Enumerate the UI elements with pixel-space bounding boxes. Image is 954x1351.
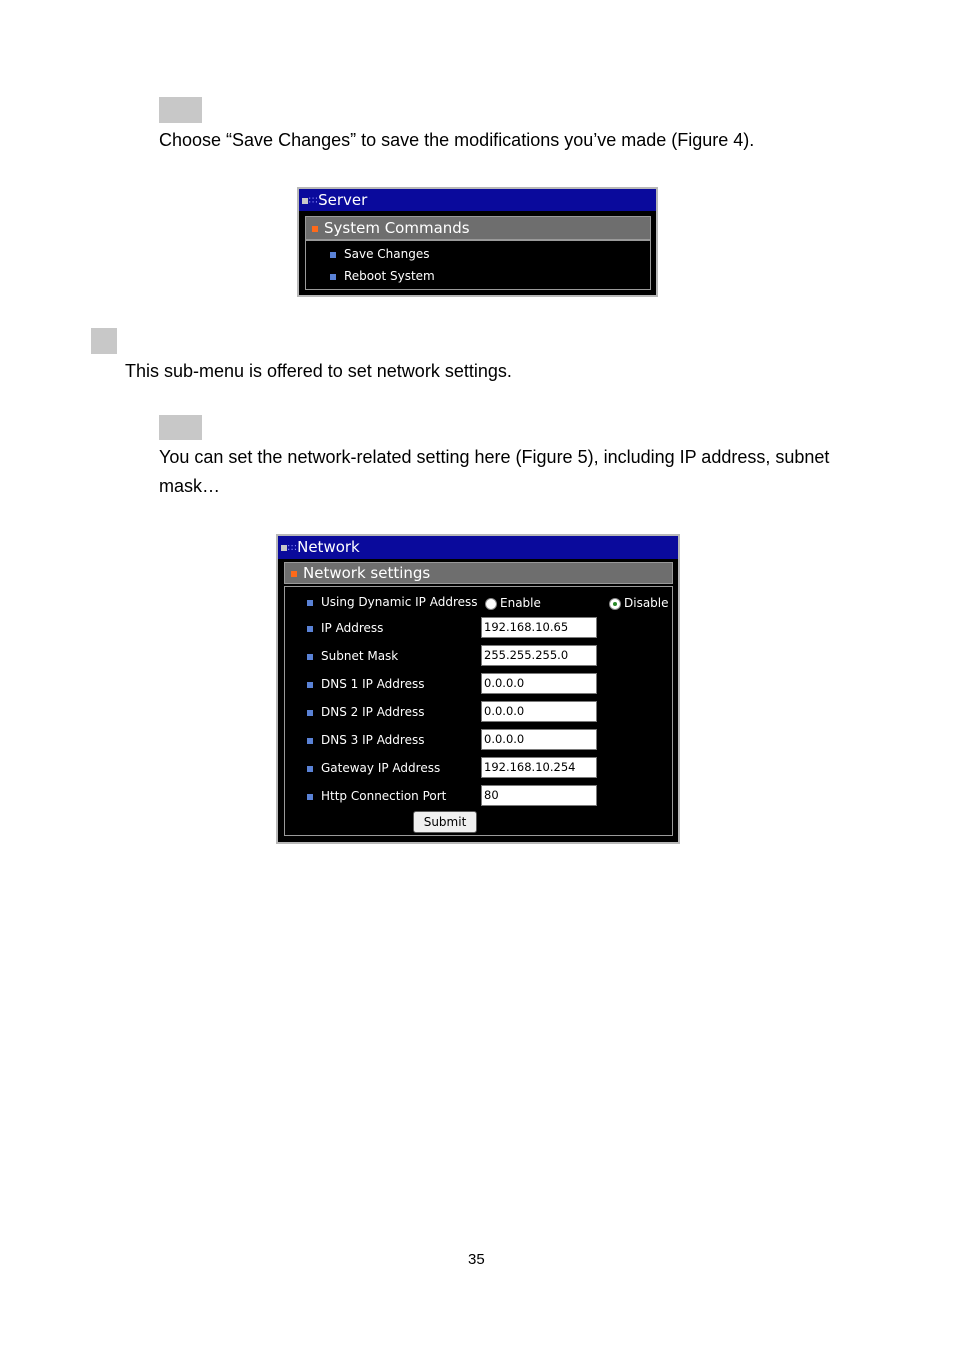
radio-checked-icon[interactable] — [609, 598, 621, 610]
bullet-icon — [307, 626, 313, 632]
network-figure — [276, 534, 680, 844]
disable-label: Disable — [624, 596, 669, 610]
row-label: Using Dynamic IP Address — [321, 595, 478, 609]
bullet-icon — [330, 252, 336, 258]
server-menu-box — [305, 240, 651, 290]
paragraph-network-settings: You can set the network-related setting here (Figure 5), including IP address, subnet mask… — [159, 447, 830, 496]
radio-unchecked-icon[interactable] — [485, 598, 497, 610]
subheader-label: Network settings — [303, 564, 431, 582]
ip-address-input[interactable]: 192.168.10.65 — [481, 617, 597, 638]
bullet-icon — [307, 710, 313, 716]
bullet-icon — [307, 766, 313, 772]
save-changes-link[interactable] — [330, 247, 429, 261]
system-commands-header — [305, 216, 651, 240]
server-title: Server — [318, 191, 368, 209]
bullet-icon — [307, 738, 313, 744]
menu-item-label: Save Changes — [344, 247, 430, 261]
reboot-system-link[interactable] — [330, 269, 435, 283]
dns1-input[interactable]: 0.0.0.0 — [481, 673, 597, 694]
bullet-icon — [307, 682, 313, 688]
heading-placeholder — [159, 97, 202, 123]
dots-icon: ::: — [287, 542, 298, 553]
submit-button[interactable]: Submit — [413, 811, 477, 833]
server-figure — [297, 187, 658, 297]
paragraph-network-intro: This sub-menu is offered to set network settings. — [125, 361, 512, 381]
gateway-input[interactable]: 192.168.10.254 — [481, 757, 597, 778]
network-form — [284, 586, 673, 836]
dns2-label — [307, 705, 424, 719]
network-settings-header — [284, 562, 673, 584]
dots-icon: ::: — [308, 194, 319, 206]
bullet-icon — [307, 600, 313, 606]
row-label: DNS 1 IP Address — [321, 677, 425, 691]
enable-radio[interactable] — [485, 596, 541, 610]
bullet-icon — [312, 226, 318, 232]
row-label: DNS 3 IP Address — [321, 733, 425, 747]
heading-placeholder — [91, 328, 117, 354]
server-title-bar — [299, 189, 656, 211]
http-port-label — [307, 789, 446, 803]
dns2-input[interactable]: 0.0.0.0 — [481, 701, 597, 722]
network-title-bar — [278, 536, 678, 559]
network-title: Network — [297, 538, 360, 556]
dns1-label — [307, 677, 424, 691]
bullet-icon — [330, 274, 336, 280]
dynamic-ip-label — [307, 595, 478, 609]
row-label: Http Connection Port — [321, 789, 447, 803]
row-label: Gateway IP Address — [321, 761, 441, 775]
row-label: DNS 2 IP Address — [321, 705, 425, 719]
gateway-label — [307, 761, 440, 775]
subnet-mask-label — [307, 649, 398, 663]
menu-item-label: Reboot System — [344, 269, 435, 283]
dns3-input[interactable]: 0.0.0.0 — [481, 729, 597, 750]
heading-placeholder — [159, 415, 202, 440]
subnet-mask-input[interactable]: 255.255.255.0 — [481, 645, 597, 666]
bullet-icon — [307, 654, 313, 660]
paragraph-save-changes: Choose “Save Changes” to save the modifications you’ve made (Figure 4). — [159, 130, 755, 150]
subheader-label: System Commands — [324, 219, 470, 237]
disable-radio[interactable] — [609, 596, 669, 610]
http-port-input[interactable]: 80 — [481, 785, 597, 806]
row-label: Subnet Mask — [321, 649, 399, 663]
row-label: IP Address — [321, 621, 384, 635]
bullet-icon — [307, 794, 313, 800]
enable-label: Enable — [500, 596, 541, 610]
bullet-icon — [291, 571, 297, 577]
page-number: 35 — [468, 1251, 485, 1268]
ip-address-label — [307, 621, 383, 635]
dns3-label — [307, 733, 424, 747]
